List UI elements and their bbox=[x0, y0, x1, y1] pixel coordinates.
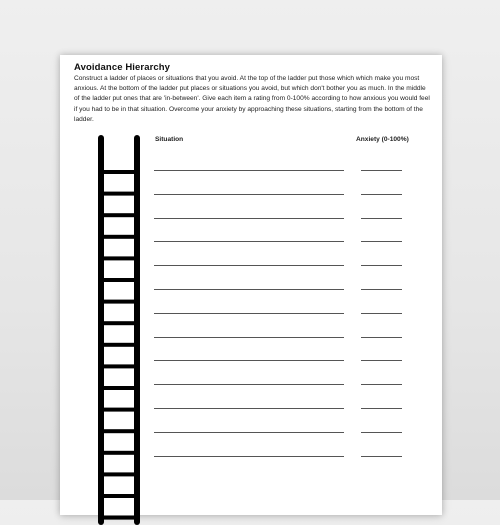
hierarchy-row bbox=[60, 170, 442, 172]
situation-line[interactable] bbox=[154, 408, 344, 409]
anxiety-rating-line[interactable] bbox=[361, 241, 402, 242]
hierarchy-row bbox=[60, 456, 442, 458]
anxiety-rating-line[interactable] bbox=[361, 337, 402, 338]
hierarchy-row bbox=[60, 408, 442, 410]
hierarchy-row bbox=[60, 313, 442, 315]
situation-line[interactable] bbox=[154, 432, 344, 433]
situation-line[interactable] bbox=[154, 384, 344, 385]
anxiety-rating-line[interactable] bbox=[361, 170, 402, 171]
situation-line[interactable] bbox=[154, 265, 344, 266]
hierarchy-row bbox=[60, 265, 442, 267]
hierarchy-row bbox=[60, 289, 442, 291]
situation-line[interactable] bbox=[154, 194, 344, 195]
anxiety-rating-line[interactable] bbox=[361, 456, 402, 457]
worksheet-title: Avoidance Hierarchy bbox=[74, 62, 171, 73]
hierarchy-row bbox=[60, 384, 442, 386]
hierarchy-row bbox=[60, 194, 442, 196]
anxiety-rating-line[interactable] bbox=[361, 313, 402, 314]
worksheet-page bbox=[60, 55, 442, 515]
anxiety-rating-line[interactable] bbox=[361, 384, 402, 385]
hierarchy-row bbox=[60, 337, 442, 339]
anxiety-rating-line[interactable] bbox=[361, 289, 402, 290]
anxiety-rating-line[interactable] bbox=[361, 194, 402, 195]
situation-line[interactable] bbox=[154, 360, 344, 361]
situation-line[interactable] bbox=[154, 218, 344, 219]
hierarchy-row bbox=[60, 218, 442, 220]
situation-line[interactable] bbox=[154, 313, 344, 314]
situation-column-header: Situation bbox=[155, 136, 184, 143]
worksheet-instructions: Construct a ladder of places or situations that you avoid. At the top of the ladder put those which which make you most anxious. At the bottom of the ladder put places or situations you avoid, but which don't bother you as much. In the middle of the ladder put ones that are 'in-between'. Give each item a rating from 0-100% according to how anxious you would feel if you had to be in that situation. Overcome your anxiety by approaching these situations, starting from the bottom of the ladder. bbox=[74, 75, 430, 123]
anxiety-column-header: Anxiety (0-100%) bbox=[356, 136, 409, 143]
situation-line[interactable] bbox=[154, 289, 344, 290]
hierarchy-row bbox=[60, 241, 442, 243]
situation-line[interactable] bbox=[154, 241, 344, 242]
situation-line[interactable] bbox=[154, 456, 344, 457]
situation-line[interactable] bbox=[154, 170, 344, 171]
anxiety-rating-line[interactable] bbox=[361, 265, 402, 266]
hierarchy-row bbox=[60, 360, 442, 362]
situation-line[interactable] bbox=[154, 337, 344, 338]
hierarchy-rows bbox=[60, 55, 442, 515]
ladder-rung bbox=[102, 516, 136, 520]
hierarchy-row bbox=[60, 432, 442, 434]
anxiety-rating-line[interactable] bbox=[361, 408, 402, 409]
anxiety-rating-line[interactable] bbox=[361, 432, 402, 433]
anxiety-rating-line[interactable] bbox=[361, 360, 402, 361]
anxiety-rating-line[interactable] bbox=[361, 218, 402, 219]
